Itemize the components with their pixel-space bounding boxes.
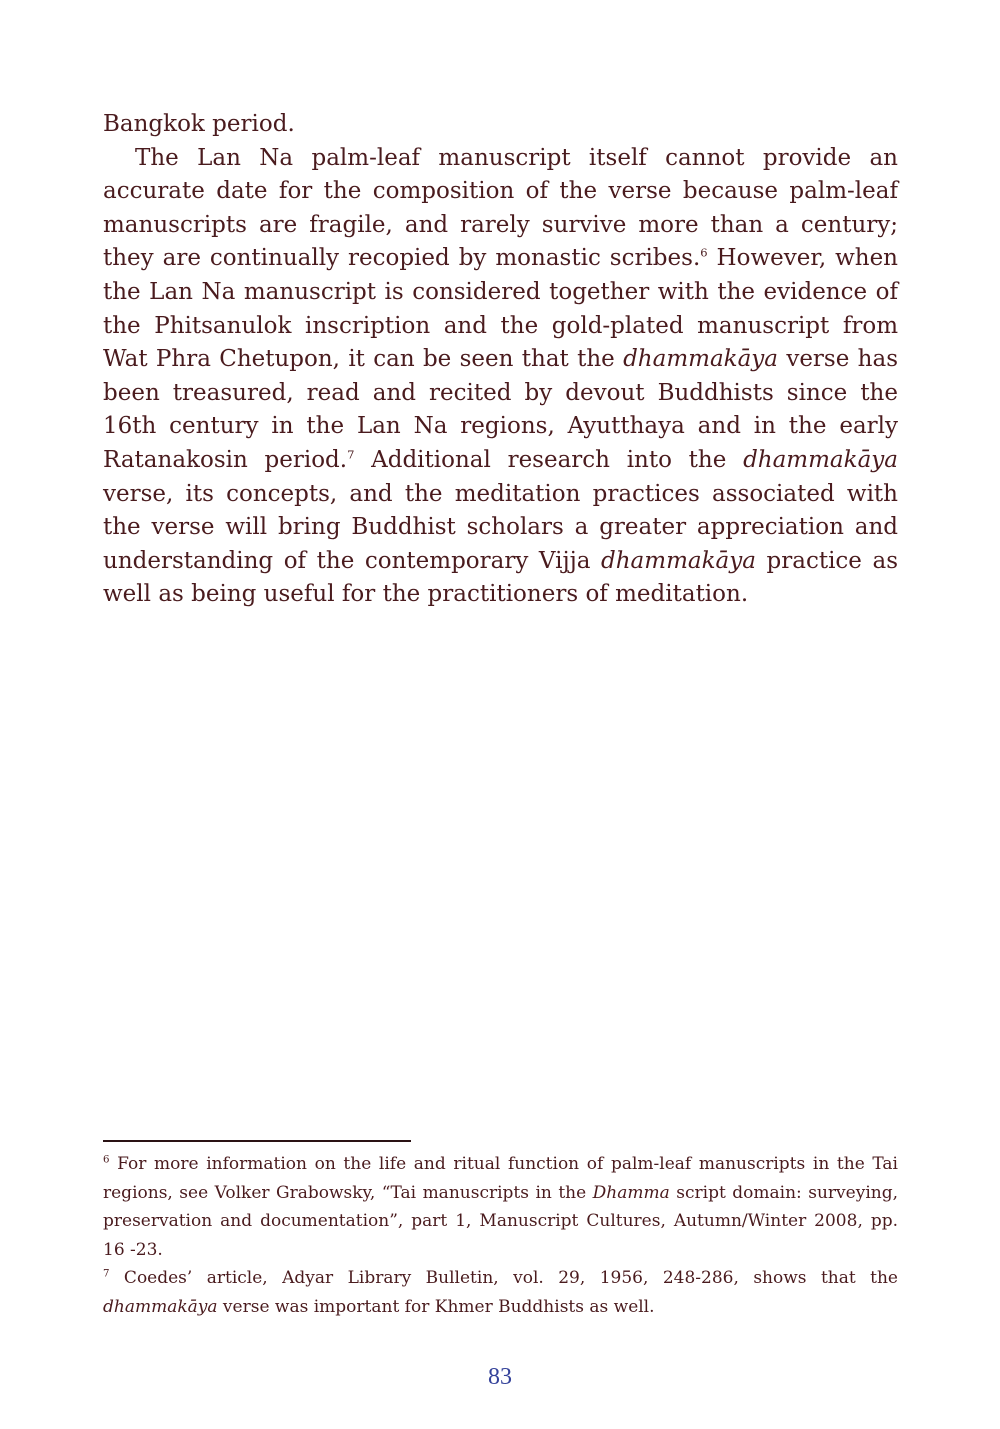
italic-term: dhammakāya (623, 346, 779, 373)
italic-term: Dhamma (592, 1182, 670, 1203)
footnote-ref-7[interactable]: 7 (347, 447, 355, 462)
paragraph (103, 142, 898, 612)
italic-term: dhammakāya (743, 446, 898, 473)
italic-term: dhammakāya (103, 1296, 218, 1317)
text-run: However, when the Lan Na manuscript is considered together with the evidence of the Phitsanulok inscription and the gold-plated manuscript from Wat Phra Chetupon, it can be seen that the (103, 245, 898, 373)
footnote-divider (103, 1140, 411, 1142)
text-run: practice as well as being useful for the practitioners of meditation. (103, 547, 899, 608)
main-text (103, 108, 898, 612)
text-run: Additional research into the (354, 446, 744, 473)
text-run: verse was important for Khmer Buddhists as well. (217, 1296, 655, 1317)
text-run: Coedes’ article, Adyar Library Bulletin, vol. 29, 1956, 248-286, shows that the (109, 1268, 898, 1288)
page-number: 83 (488, 1364, 512, 1390)
paragraph-continuation (103, 108, 898, 142)
text-run: script domain: surveying, preservation and documentation”, part 1, Manuscript Cultures, Autumn/Winter 2008, pp. 16 -23. (103, 1182, 898, 1260)
footnote-7 (103, 1264, 898, 1321)
footnote-6 (103, 1150, 898, 1264)
text-run: For more information on the life and ritual function of palm-leaf manuscripts in the Tai regions, see Volker Grabowsky, “Tai manuscripts in the (103, 1154, 898, 1203)
footnotes (103, 1150, 898, 1321)
footnote-mark: 6 (103, 1154, 110, 1166)
text-run: verse, its concepts, and the meditation practices associated with the verse will bring Buddhist scholars a greater appreciation and understanding of the contemporary Vijja (103, 480, 898, 574)
footnote-mark: 7 (103, 1268, 110, 1280)
text-run: Bangkok period. (103, 111, 295, 137)
footnote-ref-6[interactable]: 6 (700, 245, 708, 260)
text-run: The Lan Na palm-leaf manuscript itself cannot provide an accurate date for the composition of the verse because palm-leaf manuscripts are fragile, and rarely survive more than a century; they are continually recopied by monastic scribes. (103, 144, 898, 272)
text-run: verse has been treasured, read and recited by devout Buddhists since the 16th century in the Lan Na regions, Ayutthaya and in the early Ratanakosin period. (103, 346, 898, 473)
italic-term: dhammakāya (601, 547, 756, 574)
